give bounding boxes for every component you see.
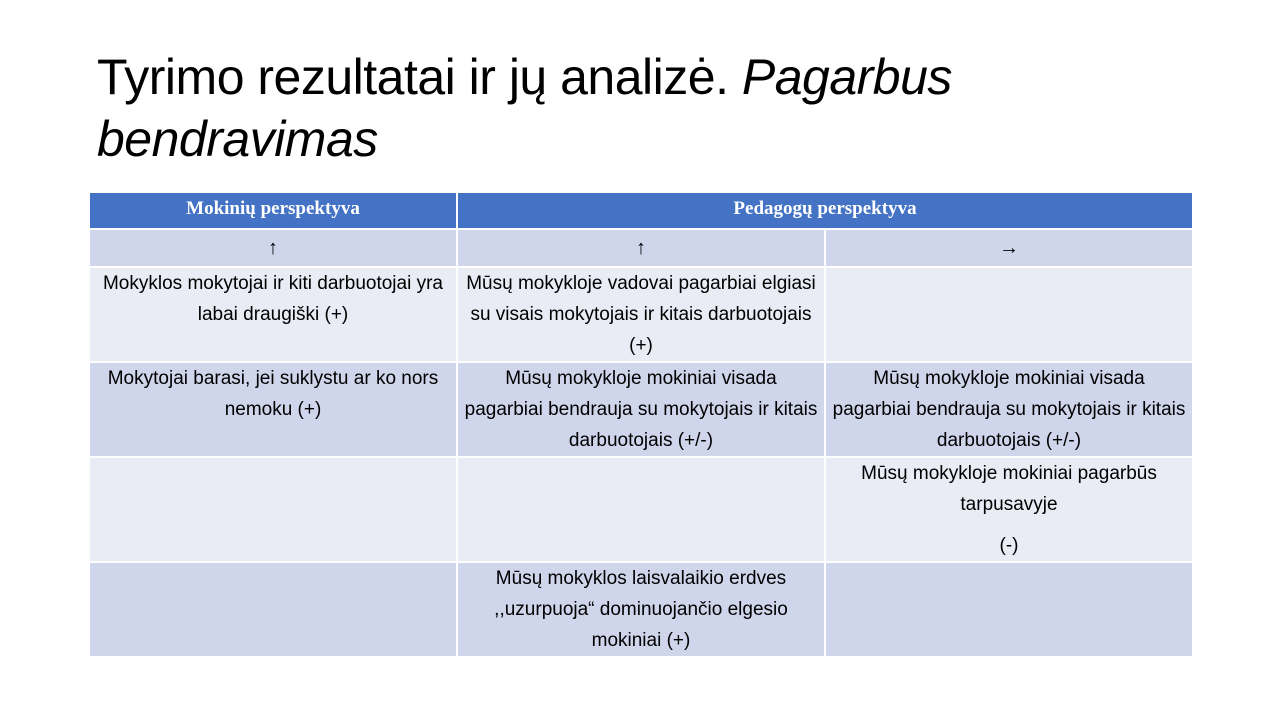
arrow-row <box>89 229 1193 267</box>
table-cell: Mūsų mokykloje mokiniai visada pagarbiai bendrauja su mokytojais ir kitais darbuotojais (+/-) <box>457 362 825 457</box>
table-cell: Mūsų mokykloje vadovai pagarbiai elgiasi su visais mokytojais ir kitais darbuotojais (+) <box>457 267 825 362</box>
results-table <box>88 191 1194 658</box>
table-cell: Mūsų mokykloje mokiniai visada pagarbiai bendrauja su mokytojais ir kitais darbuotojais (+/-) <box>825 362 1193 457</box>
header-student-perspective: Mokinių perspektyva <box>89 192 457 229</box>
table-row <box>89 457 1193 562</box>
table-row <box>89 562 1193 657</box>
arrow-up-icon: ↑ <box>457 229 825 267</box>
table-cell: Mūsų mokyklos laisvalaikio erdves ,,uzurpuoja“ dominuojančio elgesio mokiniai (+) <box>457 562 825 657</box>
table-row <box>89 267 1193 362</box>
title-regular: Tyrimo rezultatai ir jų analizė. <box>97 49 729 105</box>
table-cell <box>825 562 1193 657</box>
cell-text: Mūsų mokykloje mokiniai pagarbūs tarpusavyje <box>861 463 1157 515</box>
cell-rating: (-) <box>999 535 1019 556</box>
slide-title <box>97 46 1197 170</box>
table-cell <box>825 457 1193 562</box>
table-cell: Mokyklos mokytojai ir kiti darbuotojai yra labai draugiški (+) <box>89 267 457 362</box>
arrow-up-icon: ↑ <box>89 229 457 267</box>
arrow-right-icon: → <box>825 229 1193 267</box>
table-cell <box>457 457 825 562</box>
table-cell: Mokytojai barasi, jei suklystu ar ko nors nemoku (+) <box>89 362 457 457</box>
table-cell <box>89 457 457 562</box>
title-italic: Pagarbus bendravimas <box>97 49 952 167</box>
table-cell <box>825 267 1193 362</box>
table-header-row <box>89 192 1193 229</box>
table-cell <box>89 562 457 657</box>
header-teacher-perspective: Pedagogų perspektyva <box>457 192 1193 229</box>
table-row <box>89 362 1193 457</box>
